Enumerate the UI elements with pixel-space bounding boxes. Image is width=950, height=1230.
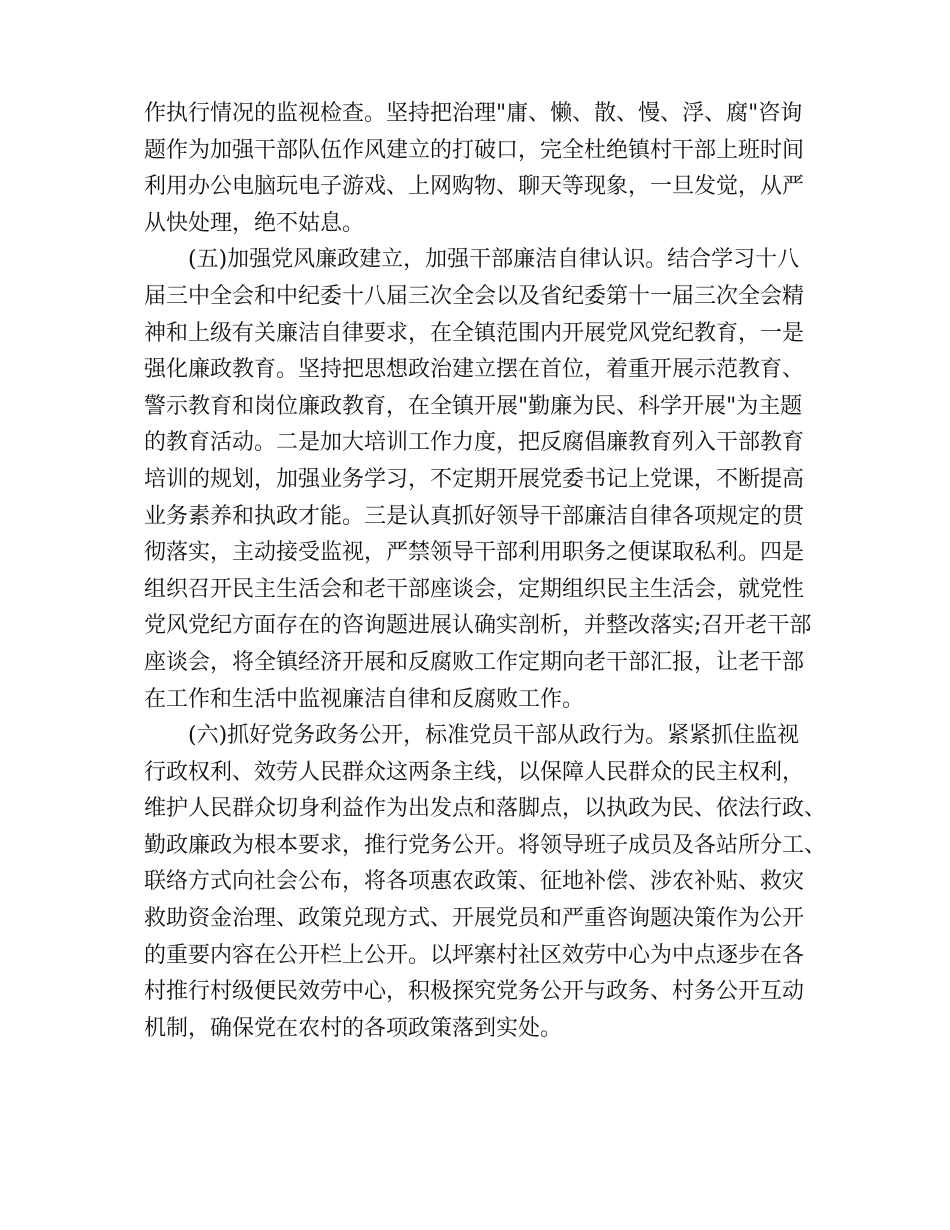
text-line: 作执行情况的监视检查。坚持把治理"庸、懒、散、慢、浮、腐"咨询 (144, 101, 803, 126)
text-line: 神和上级有关廉洁自律要求，在全镇范围内开展党风党纪教育，一是 (144, 320, 805, 346)
text-line: 村推行村级便民效劳中心，积极探究党务公开与政务、村务公开互动 (144, 979, 805, 1005)
paragraph-2 (144, 242, 820, 718)
text-line: 的重要内容在公开栏上公开。以坪寨村社区效劳中心为中点逐步在各 (144, 942, 805, 968)
text-line: 机制，确保党在农村的各项政策落到实处。 (144, 1015, 563, 1041)
text-line: 利用办公电脑玩电子游戏、上网购物、聊天等现象，一旦发觉，从严 (144, 174, 805, 200)
text-line: 题作为加强干部队伍作风建立的打破口，完全杜绝镇村干部上班时间 (144, 137, 805, 163)
text-line: 彻落实，主动接受监视，严禁领导干部利用职务之便谋取私利。四是 (144, 540, 805, 566)
text-line: 救助资金治理、政策兑现方式、开展党员和严重咨询题决策作为公开 (144, 906, 805, 932)
text-line: 座谈会，将全镇经济开展和反腐败工作定期向老干部汇报，让老干部 (144, 649, 805, 675)
text-line: 强化廉政教育。坚持把思想政治建立摆在首位，着重开展示范教育、 (144, 357, 805, 383)
paragraph-1 (144, 96, 820, 242)
paragraph-3 (144, 718, 827, 1047)
text-line: 从快处理，绝不姑息。 (144, 210, 365, 236)
text-line: (六)抓好党务政务公开，标准党员干部从政行为。紧紧抓住监视 (188, 723, 800, 749)
text-line: 在工作和生活中监视廉洁自律和反腐败工作。 (144, 686, 585, 712)
text-line: 勤政廉政为根本要求，推行党务公开。将领导班子成员及各站所分工、 (144, 832, 827, 858)
text-line: 联络方式向社会公布，将各项惠农政策、征地补偿、涉农补贴、救灾 (144, 869, 805, 895)
text-line: 培训的规划，加强业务学习，不定期开展党委书记上党课，不断提高 (144, 466, 805, 492)
document-page (144, 96, 827, 1047)
text-line: 党风党纪方面存在的咨询题进展认确实剖析，并整改落实;召开老干部 (144, 613, 812, 639)
text-line: 维护人民群众切身利益作为出发点和落脚点，以执政为民、依法行政、 (144, 796, 827, 822)
text-line: 的教育活动。二是加大培训工作力度，把反腐倡廉教育列入干部教育 (144, 430, 805, 456)
text-line: 警示教育和岗位廉政教育，在全镇开展"勤廉为民、科学开展"为主题 (144, 393, 803, 419)
text-line: (五)加强党风廉政建立，加强干部廉洁自律认识。结合学习十八 (188, 247, 800, 273)
text-line: 行政权利、效劳人民群众这两条主线，以保障人民群众的民主权利， (144, 759, 805, 785)
text-line: 组织召开民主生活会和老干部座谈会，定期组织民主生活会，就党性 (144, 576, 805, 602)
text-line: 业务素养和执政才能。三是认真抓好领导干部廉洁自律各项规定的贯 (144, 503, 805, 529)
text-line: 届三中全会和中纪委十八届三次全会以及省纪委第十一届三次全会精 (144, 283, 805, 309)
